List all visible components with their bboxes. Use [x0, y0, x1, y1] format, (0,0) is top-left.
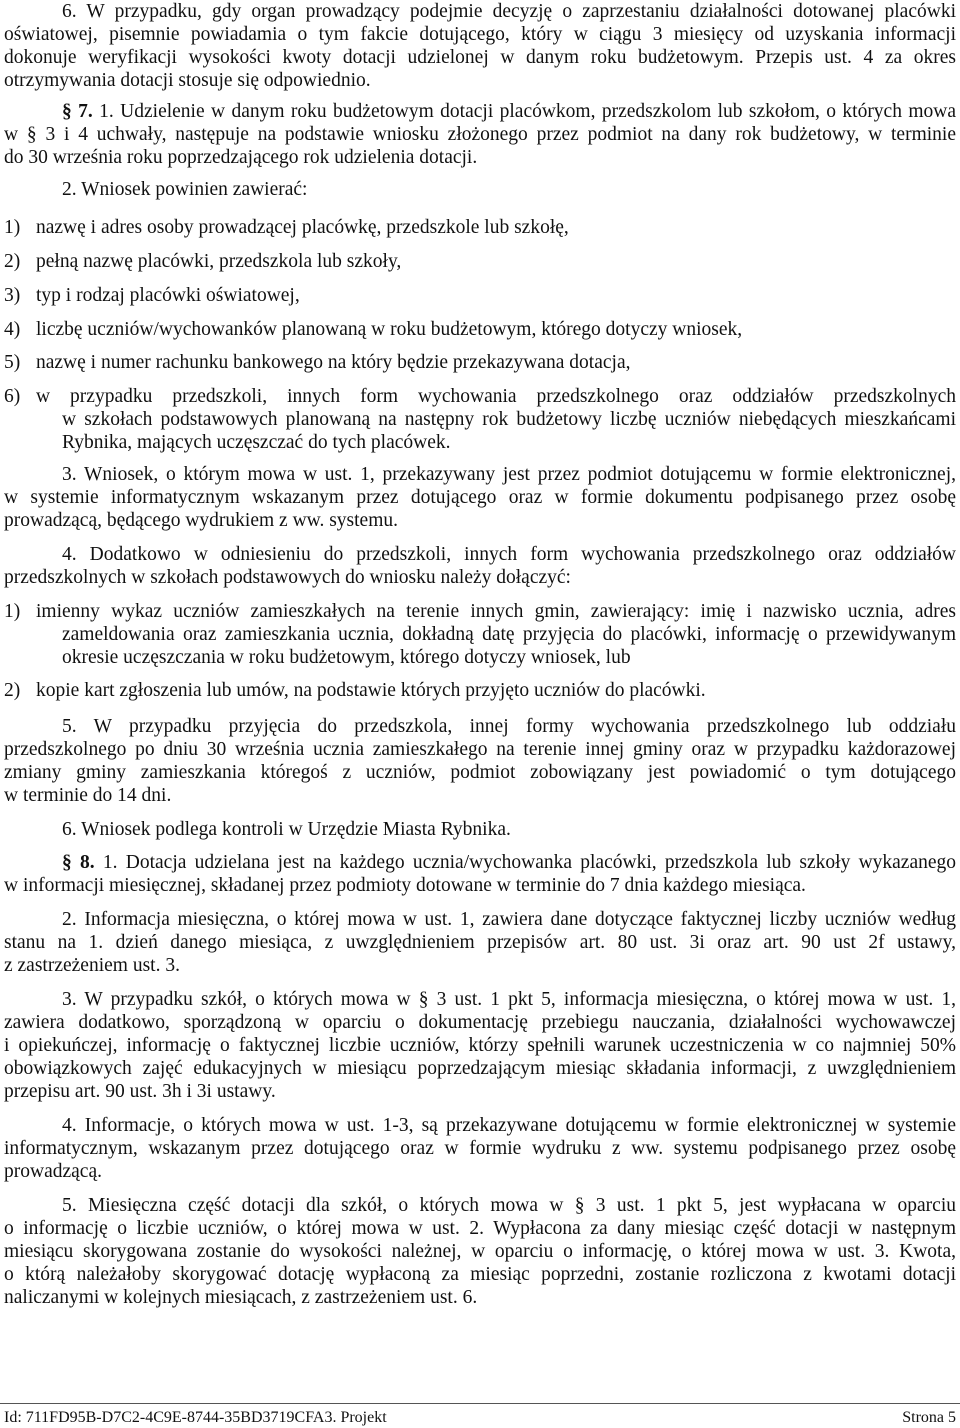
text-line: w szkołach podstawowych planowaną na następny rok budżetowy liczbę uczniów niebędących mieszkańcami: [62, 409, 956, 430]
line-text: 1. Dotacja udzielana jest na każdego ucznia/wychowanka placówki, przedszkola lub szkoły wykazanego: [102, 852, 957, 873]
text-line: przedszkolnych w szkołach podstawowych do wniosku należy dołączyć:: [4, 567, 571, 588]
text-line: i opiekuńczej, informację o faktycznej liczbie uczniów, którzy spełnili warunek uczestniczenia w co najmniej 50%: [4, 1035, 956, 1056]
text-line: zameldowania oraz zamieszkania ucznia, dokładną datę przyjęcia do placówki, informację o przewidywanym: [62, 624, 956, 645]
text-line: prowadzącą, będącego wydrukiem z ww. systemu.: [4, 510, 399, 531]
line-text: w przypadku przedszkoli, innych form wychowania przedszkolnego oraz oddziałów przedszkolnych: [36, 386, 956, 407]
text-line: w systemie informatycznym wskazanym przez dotującego oraz w formie dokumentu podpisanego przez osobę: [4, 487, 956, 508]
text-line: informatycznym, wskazanym przez dotującego oraz w formie wydruku z ww. systemu podpisanego przez osobę: [4, 1138, 956, 1159]
text-line: [4, 216, 956, 239]
text-line: przedszkolnego po dniu 30 września ucznia zamieszkałego na terenie innej gminy oraz w przypadku każdorazowej: [4, 739, 956, 760]
list-item: [4, 284, 956, 307]
list-item: [4, 250, 956, 273]
paragraph: [4, 988, 956, 1103]
text-line: w terminie do 14 dni.: [4, 785, 172, 806]
footer-divider: [0, 1403, 960, 1404]
text-line: oświatowej, pisemnie powiadamia o tym fakcie dotującego, który w ciągu 3 miesięcy od uzyskania informacji: [4, 24, 956, 45]
list-item: [4, 318, 956, 341]
text-line: w § 3 i 4 uchwały, następuje na podstawie wniosku złożonego przez podmiot na dany rok budżetowy, w terminie: [4, 124, 956, 145]
text-line: prowadzącą.: [4, 1161, 102, 1182]
text-line: stanu na 1. dzień danego miesiąca, z uwzględnieniem przepisów art. 80 ust. 3i oraz art. 90 ust 2f ustawy,: [4, 932, 956, 953]
list-label: 4): [4, 319, 21, 340]
list-label: 1): [4, 601, 21, 622]
line-text: pełną nazwę placówki, przedszkola lub szkoły,: [36, 251, 402, 272]
section-number: § 8.: [62, 852, 95, 873]
line-text: kopie kart zgłoszenia lub umów, na podstawie których przyjęto uczniów do placówki.: [36, 680, 706, 701]
line-text: 1. Udzielenie w danym roku budżetowym dotacji placówkom, przedszkolom lub szkołom, o których mowa: [99, 101, 957, 122]
text-line: okresie uczęszczania w roku budżetowym, którego dotyczy wniosek, lub: [62, 647, 631, 668]
paragraph: [4, 715, 956, 807]
text-line: [4, 284, 956, 307]
line-text: nazwę i numer rachunku bankowego na który będzie przekazywana dotacja,: [36, 352, 631, 373]
text-line: otrzymywania dotacji stosuje się odpowiednio.: [4, 70, 371, 91]
text-line: o którą należałoby skorygować dotację wypłaconą za miesiąc poprzedni, zostanie rozliczona z kwotami dotacji: [4, 1264, 956, 1285]
paragraph: [4, 178, 956, 201]
list-item: [4, 600, 956, 669]
text-line: miesiącu skorygowana zostanie do wysokości należnej, w oparciu o informację, o której mowa w ust. 3. Kwota,: [4, 1241, 956, 1262]
line-text: imienny wykaz uczniów zamieszkałych na terenie innych gmin, zawierający: imię i nazwisko ucznia, adres: [36, 601, 956, 622]
section-paragraph: [4, 851, 956, 897]
text-line: przepisu art. 90 ust. 3h i 3i ustawy.: [4, 1081, 276, 1102]
list-item: [4, 216, 956, 239]
section-number: § 7.: [62, 101, 93, 122]
text-line: [4, 318, 956, 341]
text-line: 4. Informacje, o których mowa w ust. 1-3, są przekazywane dotującemu w formie elektronicznej w systemie: [62, 1115, 956, 1136]
text-line: naliczanymi w kolejnych miesiącach, z zastrzeżeniem ust. 6.: [4, 1287, 478, 1308]
list-label: 5): [4, 352, 21, 373]
text-line: 5. Miesięczna część dotacji dla szkół, o których mowa w § 3 ust. 1 pkt 5, jest wypłacana w oparciu: [62, 1195, 956, 1216]
list-label: 6): [4, 386, 21, 407]
text-line: dokonuje weryfikacji wysokości kwoty dotacji udzielonej w danym roku budżetowym. Przepis ust. 4 za okres: [4, 47, 956, 68]
paragraph: [4, 818, 956, 841]
line-text: nazwę i adres osoby prowadzącej placówkę, przedszkole lub szkołę,: [36, 217, 569, 238]
line-text: liczbę uczniów/wychowanków planowaną w roku budżetowym, którego dotyczy wniosek,: [36, 319, 743, 340]
text-line: w informacji miesięcznej, składanej przez podmioty dotowane w terminie do 7 dnia każdego miesiąca.: [4, 875, 806, 896]
text-line: [4, 385, 956, 408]
list-label: 3): [4, 285, 21, 306]
text-line: obowiązkowych zajęć edukacyjnych w miesiącu poprzedzającym miesiąc składania informacji, z uwzględnieniem: [4, 1058, 956, 1079]
text-line: [4, 100, 956, 123]
text-line: [4, 851, 956, 874]
page-number: Strona 5: [902, 1409, 956, 1426]
paragraph: [4, 0, 956, 92]
text-line: [4, 250, 956, 273]
text-line: zawiera dodatkowo, sporządzoną w oparciu o dokumentację przebiegu nauczania, działalności wychowawczej: [4, 1012, 956, 1033]
text-line: o informację o liczbie uczniów, o której mowa w ust. 2. Wypłacona za dany miesiąc część dotacji w następnym: [4, 1218, 956, 1239]
text-line: [4, 679, 956, 702]
list-label: 2): [4, 251, 21, 272]
text-line: 3. Wniosek, o którym mowa w ust. 1, przekazywany jest przez podmiot dotującemu w formie elektronicznej,: [62, 464, 956, 485]
paragraph: [4, 1194, 956, 1309]
page-footer: [4, 1408, 956, 1428]
paragraph: [4, 543, 956, 589]
line-text: typ i rodzaj placówki oświatowej,: [36, 285, 300, 306]
list-label: 2): [4, 680, 21, 701]
text-line: 6. Wniosek podlega kontroli w Urzędzie Miasta Rybnika.: [62, 819, 511, 840]
text-line: 5. W przypadku przyjęcia do przedszkola, innej formy wychowania przedszkolnego lub oddziału: [62, 716, 956, 737]
section-paragraph: [4, 100, 956, 169]
text-line: [4, 351, 956, 374]
list-item: [4, 679, 956, 702]
paragraph: [4, 463, 956, 532]
text-line: 2. Wniosek powinien zawierać:: [62, 179, 308, 200]
list-item: [4, 385, 956, 454]
text-line: z zastrzeżeniem ust. 3.: [4, 955, 180, 976]
text-line: 2. Informacja miesięczna, o której mowa w ust. 1, zawiera dane dotyczące faktycznej liczby uczniów według: [62, 909, 956, 930]
text-line: Rybnika, mających uczęszczać do tych placówek.: [62, 432, 451, 453]
document-id: Id: 711FD95B-D7C2-4C9E-8744-35BD3719CFA3. Projekt: [4, 1409, 387, 1426]
paragraph: [4, 908, 956, 977]
text-line: 3. W przypadku szkół, o których mowa w § 3 ust. 1 pkt 5, informacja miesięczna, o której mowa w ust. 1,: [62, 989, 956, 1010]
text-line: zmiany gminy zamieszkania któregoś z uczniów, podmiot zobowiązany jest powiadomić o tym dotującego: [4, 762, 956, 783]
list-label: 1): [4, 217, 21, 238]
text-line: [4, 600, 956, 623]
text-line: 4. Dodatkowo w odniesieniu do przedszkoli, innych form wychowania przedszkolnego oraz oddziałów: [62, 544, 956, 565]
paragraph: [4, 1114, 956, 1183]
list-item: [4, 351, 956, 374]
text-line: do 30 września roku poprzedzającego rok udzielenia dotacji.: [4, 147, 478, 168]
text-line: 6. W przypadku, gdy organ prowadzący podejmie decyzję o zaprzestaniu działalności dotowanej placówki: [62, 1, 956, 22]
